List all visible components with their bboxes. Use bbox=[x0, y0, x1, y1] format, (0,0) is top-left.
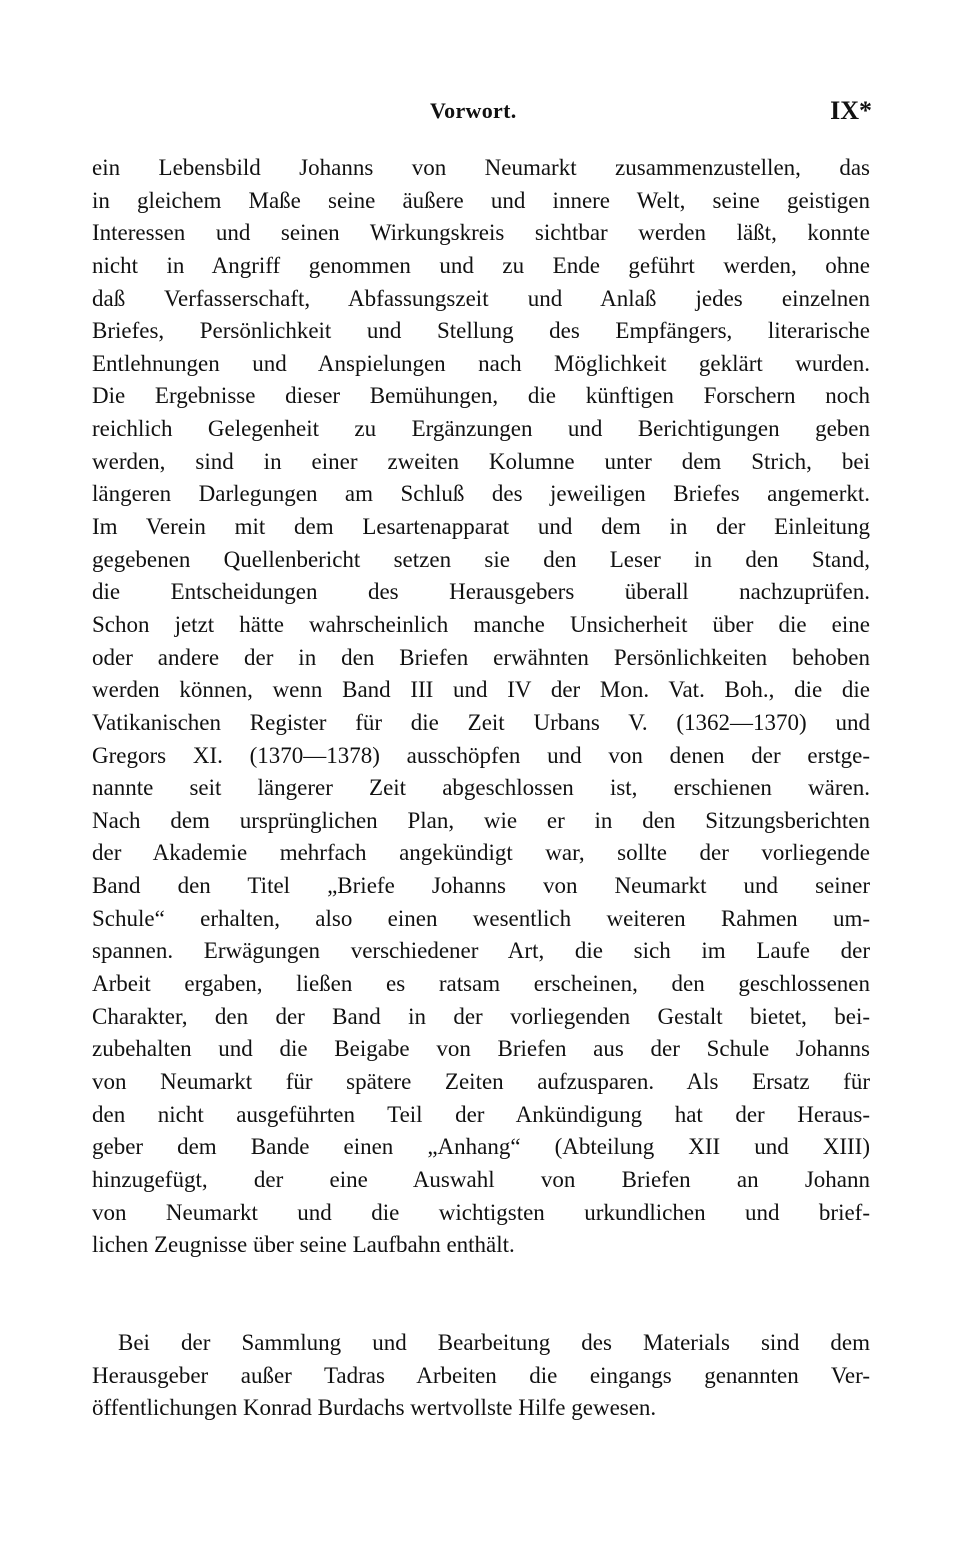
text-line: werden können, wenn Band III und IV der Mon. Vat. Boh., die die bbox=[92, 677, 870, 703]
text-line: von Neumarkt für spätere Zeiten aufzusparen. Als Ersatz für bbox=[92, 1068, 870, 1094]
text-line: oder andere der in den Briefen erwähnten Persönlichkeiten behoben bbox=[92, 644, 870, 670]
text-line: hinzugefügt, der eine Auswahl von Briefen an Johann bbox=[92, 1166, 870, 1192]
running-head: Vorwort. bbox=[430, 98, 517, 123]
text-line: spannen. Erwägungen verschiedener Art, die sich im Laufe der bbox=[92, 938, 870, 964]
text-line: Vatikanischen Register für die Zeit Urbans V. (1362—1370) und bbox=[92, 709, 870, 735]
page-header bbox=[92, 98, 872, 132]
text-line: Band den Titel „Briefe Johanns von Neumarkt und seiner bbox=[92, 873, 870, 899]
text-line: Arbeit ergaben, ließen es ratsam erscheinen, den geschlossenen bbox=[92, 971, 870, 997]
text-line: geber dem Bande einen „Anhang“ (Abteilung XII und XIII) bbox=[92, 1134, 870, 1160]
text-line: gegebenen Quellenbericht setzen sie den Leser in den Stand, bbox=[92, 546, 870, 572]
text-line: öffentlichungen Konrad Burdachs wertvollste Hilfe gewesen. bbox=[92, 1395, 657, 1421]
text-line: Herausgeber außer Tadras Arbeiten die eingangs genannten Ver- bbox=[92, 1362, 870, 1388]
closing-paragraph bbox=[92, 1327, 870, 1425]
text-line: werden, sind in einer zweiten Kolumne unter dem Strich, bei bbox=[92, 448, 870, 474]
text-line: ein Lebensbild Johanns von Neumarkt zusammenzustellen, das bbox=[92, 155, 870, 180]
text-line: Bei der Sammlung und Bearbeitung des Materials sind dem bbox=[118, 1330, 870, 1355]
text-line: Entlehnungen und Anspielungen nach Möglichkeit geklärt wurden. bbox=[92, 350, 870, 376]
text-line: nicht in Angriff genommen und zu Ende geführt werden, ohne bbox=[92, 252, 870, 278]
text-line: Im Verein mit dem Lesartenapparat und dem in der Einleitung bbox=[92, 514, 870, 540]
text-line: Schule“ erhalten, also einen wesentlich weiteren Rahmen um- bbox=[92, 905, 870, 931]
text-line: Briefes, Persönlichkeit und Stellung des Empfängers, literarische bbox=[92, 318, 870, 344]
text-line: lichen Zeugnisse über seine Laufbahn enthält. bbox=[92, 1232, 515, 1258]
text-line: den nicht ausgeführten Teil der Ankündigung hat der Heraus- bbox=[92, 1101, 870, 1127]
text-line: Schon jetzt hätte wahrscheinlich manche Unsicherheit über die eine bbox=[92, 611, 870, 637]
text-line: Gregors XI. (1370—1378) ausschöpfen und von denen der erstge- bbox=[92, 742, 870, 768]
text-line: in gleichem Maße seine äußere und innere Welt, seine geistigen bbox=[92, 187, 870, 213]
text-line: Die Ergebnisse dieser Bemühungen, die künftigen Forschern noch bbox=[92, 383, 870, 409]
text-line: die Entscheidungen des Herausgebers überall nachzuprüfen. bbox=[92, 579, 870, 605]
text-line: reichlich Gelegenheit zu Ergänzungen und Berichtigungen geben bbox=[92, 416, 870, 442]
text-line: Interessen und seinen Wirkungskreis sichtbar werden läßt, konnte bbox=[92, 220, 870, 246]
text-line: Charakter, den der Band in der vorliegenden Gestalt bietet, bei- bbox=[92, 1003, 870, 1029]
page-number: IX* bbox=[830, 96, 872, 125]
text-line: Nach dem ursprünglichen Plan, wie er in den Sitzungsberichten bbox=[92, 807, 870, 833]
text-line: der Akademie mehrfach angekündigt war, sollte der vorliegende bbox=[92, 840, 870, 866]
text-line: von Neumarkt und die wichtigsten urkundlichen und brief- bbox=[92, 1199, 870, 1225]
text-line: nannte seit längerer Zeit abgeschlossen ist, erschienen wären. bbox=[92, 775, 870, 801]
text-line: zubehalten und die Beigabe von Briefen aus der Schule Johanns bbox=[92, 1036, 870, 1062]
main-paragraph bbox=[92, 152, 870, 1262]
text-line: daß Verfasserschaft, Abfassungszeit und Anlaß jedes einzelnen bbox=[92, 285, 870, 311]
text-line: längeren Darlegungen am Schluß des jeweiligen Briefes angemerkt. bbox=[92, 481, 870, 507]
